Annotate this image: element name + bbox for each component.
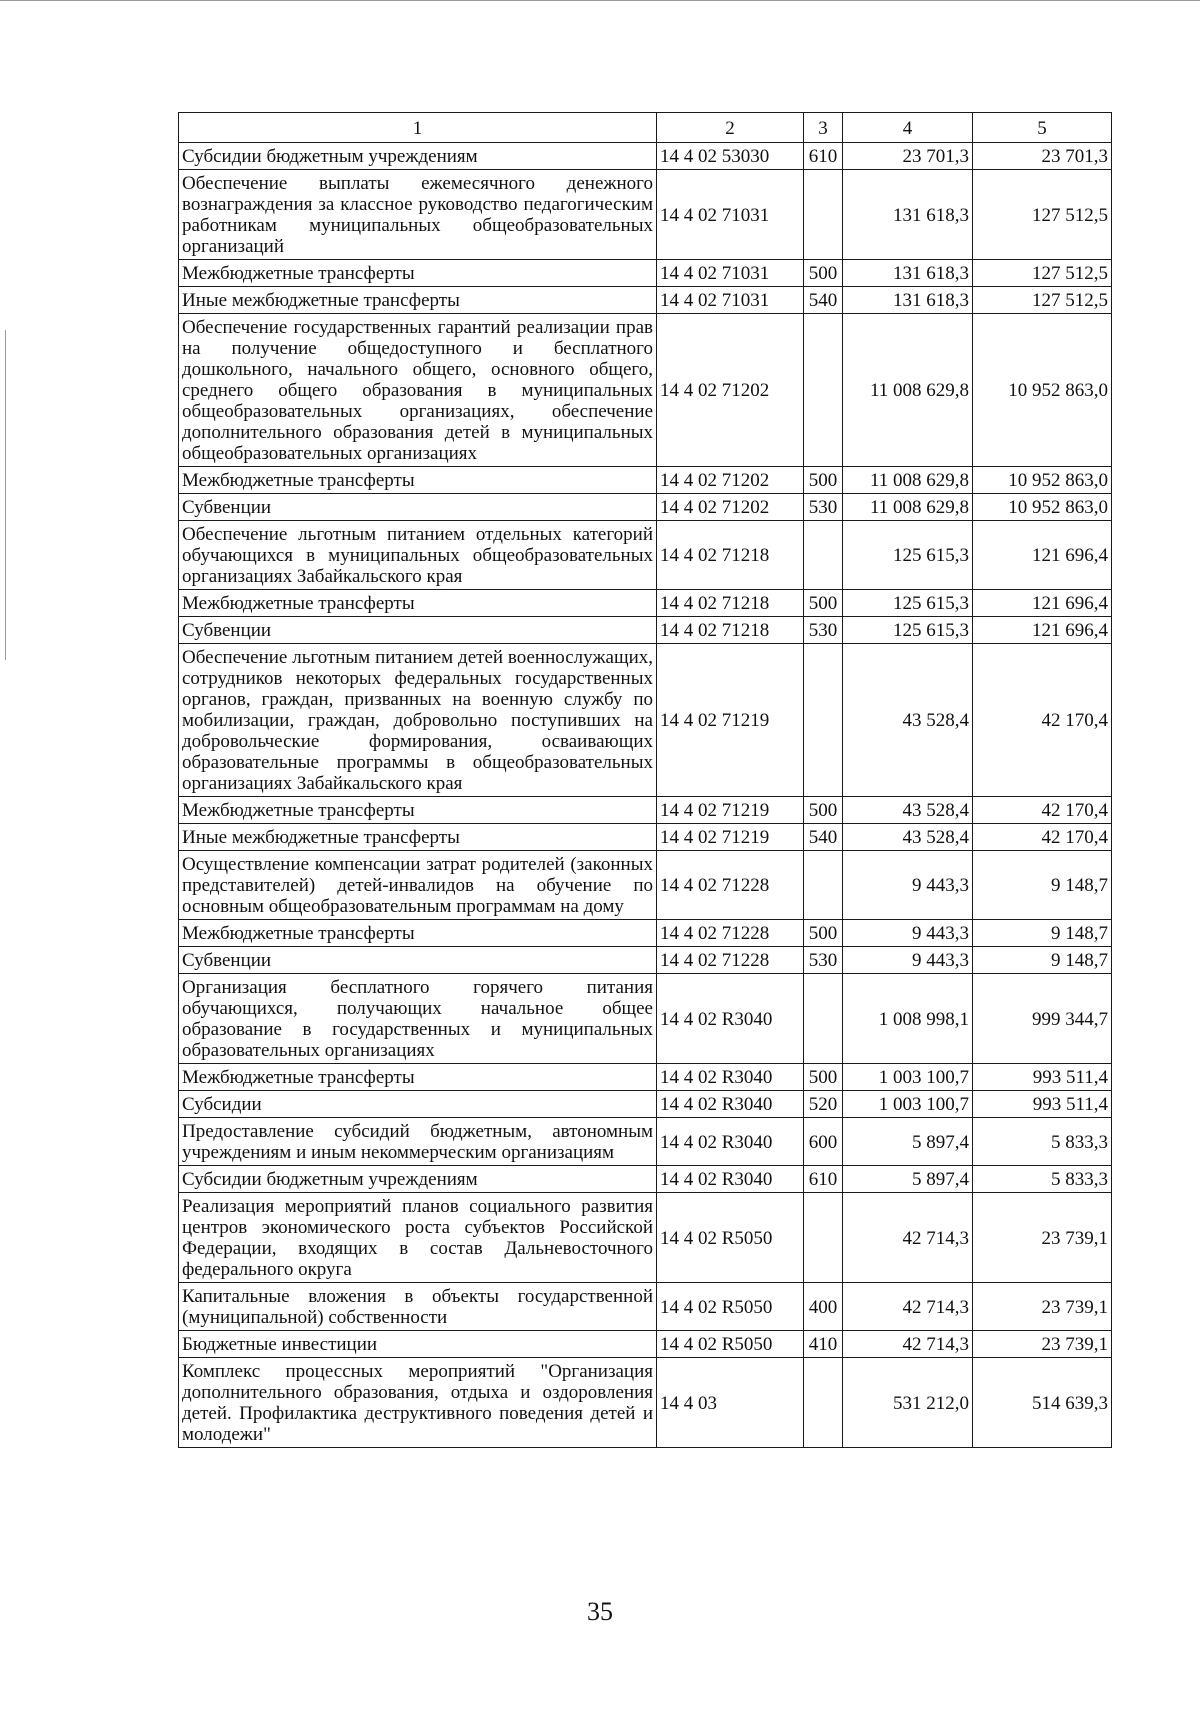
cell-value-2: 121 696,4 (973, 521, 1112, 590)
cell-value-2: 5 833,3 (973, 1166, 1112, 1193)
cell-code: 14 4 02 R3040 (657, 1064, 804, 1091)
table-row (179, 494, 1112, 521)
header-cell-name: 1 (179, 113, 657, 143)
table-row (179, 287, 1112, 314)
cell-value-1: 1 008 998,1 (843, 974, 973, 1064)
table-row (179, 1331, 1112, 1358)
cell-type: 500 (804, 590, 843, 617)
table-row (179, 974, 1112, 1064)
cell-value-2: 993 511,4 (973, 1091, 1112, 1118)
table-row (179, 824, 1112, 851)
cell-name: Межбюджетные трансферты (179, 260, 657, 287)
cell-code: 14 4 02 71031 (657, 287, 804, 314)
cell-code: 14 4 02 71219 (657, 644, 804, 797)
cell-name: Субсидии бюджетным учреждениям (179, 143, 657, 170)
cell-value-2: 42 170,4 (973, 644, 1112, 797)
table-row (179, 920, 1112, 947)
table-row (179, 1358, 1112, 1448)
page-number: 35 (587, 1597, 613, 1626)
cell-value-2: 10 952 863,0 (973, 467, 1112, 494)
cell-value-2: 121 696,4 (973, 617, 1112, 644)
cell-type: 500 (804, 467, 843, 494)
cell-value-1: 125 615,3 (843, 617, 973, 644)
cell-type (804, 170, 843, 260)
cell-value-2: 127 512,5 (973, 260, 1112, 287)
cell-value-2: 10 952 863,0 (973, 314, 1112, 467)
cell-code: 14 4 02 R3040 (657, 974, 804, 1064)
cell-value-1: 125 615,3 (843, 590, 973, 617)
cell-name: Межбюджетные трансферты (179, 467, 657, 494)
cell-value-1: 11 008 629,8 (843, 467, 973, 494)
cell-value-2: 999 344,7 (973, 974, 1112, 1064)
cell-value-1: 43 528,4 (843, 824, 973, 851)
cell-type (804, 644, 843, 797)
cell-code: 14 4 02 R3040 (657, 1166, 804, 1193)
cell-name: Субвенции (179, 494, 657, 521)
cell-name: Межбюджетные трансферты (179, 797, 657, 824)
cell-value-2: 9 148,7 (973, 920, 1112, 947)
cell-code: 14 4 02 R3040 (657, 1118, 804, 1166)
cell-type: 610 (804, 143, 843, 170)
cell-code: 14 4 02 71219 (657, 797, 804, 824)
cell-code: 14 4 02 53030 (657, 143, 804, 170)
cell-value-2: 10 952 863,0 (973, 494, 1112, 521)
cell-value-2: 23 739,1 (973, 1331, 1112, 1358)
cell-type (804, 314, 843, 467)
table-row (179, 1091, 1112, 1118)
cell-value-2: 514 639,3 (973, 1358, 1112, 1448)
table-row (179, 851, 1112, 920)
cell-value-1: 125 615,3 (843, 521, 973, 590)
cell-name: Субсидии бюджетным учреждениям (179, 1166, 657, 1193)
cell-type: 530 (804, 494, 843, 521)
table-row (179, 947, 1112, 974)
cell-type (804, 974, 843, 1064)
cell-name: Комплекс процессных мероприятий "Организация дополнительного образования, отдыха и оздоровления детей. Профилактика деструктивного поведения детей и молодежи" (179, 1358, 657, 1448)
cell-value-1: 1 003 100,7 (843, 1064, 973, 1091)
table-body (179, 143, 1112, 1448)
cell-name: Субвенции (179, 617, 657, 644)
cell-name: Реализация мероприятий планов социального развития центров экономического роста субъектов Российской Федерации, входящих в состав Дальневосточного федерального округа (179, 1193, 657, 1283)
cell-code: 14 4 02 R5050 (657, 1331, 804, 1358)
cell-type (804, 1358, 843, 1448)
cell-type (804, 851, 843, 920)
cell-value-2: 9 148,7 (973, 851, 1112, 920)
header-cell-type: 3 (804, 113, 843, 143)
cell-type: 500 (804, 260, 843, 287)
cell-value-2: 23 739,1 (973, 1193, 1112, 1283)
cell-value-2: 23 701,3 (973, 143, 1112, 170)
cell-value-1: 131 618,3 (843, 287, 973, 314)
table-header-row (179, 113, 1112, 143)
cell-name: Субвенции (179, 947, 657, 974)
cell-value-1: 43 528,4 (843, 644, 973, 797)
cell-value-2: 127 512,5 (973, 170, 1112, 260)
cell-value-1: 43 528,4 (843, 797, 973, 824)
cell-value-1: 131 618,3 (843, 170, 973, 260)
cell-type: 410 (804, 1331, 843, 1358)
cell-value-1: 5 897,4 (843, 1166, 973, 1193)
cell-name: Обеспечение льготным питанием отдельных категорий обучающихся в муниципальных общеобразовательных организациях Забайкальского края (179, 521, 657, 590)
cell-code: 14 4 02 71228 (657, 920, 804, 947)
cell-name: Осуществление компенсации затрат родителей (законных представителей) детей-инвалидов на обучение по основным общеобразовательным программам на дому (179, 851, 657, 920)
cell-value-1: 5 897,4 (843, 1118, 973, 1166)
cell-name: Капитальные вложения в объекты государственной (муниципальной) собственности (179, 1283, 657, 1331)
cell-type: 540 (804, 824, 843, 851)
budget-table (178, 112, 1112, 1448)
cell-name: Иные межбюджетные трансферты (179, 824, 657, 851)
table-row (179, 467, 1112, 494)
cell-code: 14 4 02 71031 (657, 260, 804, 287)
cell-type: 530 (804, 617, 843, 644)
cell-code: 14 4 02 71219 (657, 824, 804, 851)
table-row (179, 1064, 1112, 1091)
cell-value-2: 993 511,4 (973, 1064, 1112, 1091)
table-row (179, 170, 1112, 260)
cell-name: Организация бесплатного горячего питания обучающихся, получающих начальное общее образование в государственных и муниципальных образовательных организациях (179, 974, 657, 1064)
scan-margin-line (5, 330, 6, 660)
cell-value-1: 131 618,3 (843, 260, 973, 287)
cell-code: 14 4 02 71202 (657, 314, 804, 467)
cell-value-2: 42 170,4 (973, 797, 1112, 824)
cell-type: 500 (804, 1064, 843, 1091)
cell-value-1: 42 714,3 (843, 1331, 973, 1358)
cell-name: Обеспечение льготным питанием детей военнослужащих, сотрудников некоторых федеральных государственных органов, граждан, призванных на военную службу по мобилизации, граждан, добровольно поступивших на добровольческие формирования, осваивающих образовательные программы в общеобразовательных организациях Забайкальского края (179, 644, 657, 797)
cell-name: Обеспечение выплаты ежемесячного денежного вознаграждения за классное руководство педагогическим работникам муниципальных общеобразовательных организаций (179, 170, 657, 260)
cell-type: 610 (804, 1166, 843, 1193)
cell-value-2: 42 170,4 (973, 824, 1112, 851)
cell-type: 600 (804, 1118, 843, 1166)
table-row (179, 314, 1112, 467)
cell-code: 14 4 02 71031 (657, 170, 804, 260)
table-row (179, 1166, 1112, 1193)
cell-value-1: 531 212,0 (843, 1358, 973, 1448)
cell-name: Межбюджетные трансферты (179, 590, 657, 617)
cell-name: Субсидии (179, 1091, 657, 1118)
header-cell-code: 2 (657, 113, 804, 143)
cell-value-1: 9 443,3 (843, 920, 973, 947)
cell-type (804, 1193, 843, 1283)
cell-value-1: 42 714,3 (843, 1283, 973, 1331)
cell-value-1: 42 714,3 (843, 1193, 973, 1283)
cell-type: 500 (804, 920, 843, 947)
cell-type: 400 (804, 1283, 843, 1331)
table-row (179, 590, 1112, 617)
cell-code: 14 4 02 R3040 (657, 1091, 804, 1118)
cell-type: 500 (804, 797, 843, 824)
cell-name: Обеспечение государственных гарантий реализации прав на получение общедоступного и бесплатного дошкольного, начального общего, основного общего, среднего общего образования в муниципальных общеобразовательных организациях, обеспечение дополнительного образования детей в муниципальных общеобразовательных организациях (179, 314, 657, 467)
cell-type: 530 (804, 947, 843, 974)
cell-code: 14 4 02 R5050 (657, 1193, 804, 1283)
cell-value-1: 11 008 629,8 (843, 494, 973, 521)
table-row (179, 617, 1112, 644)
header-cell-value-2: 5 (973, 113, 1112, 143)
table-row (179, 260, 1112, 287)
table-row (179, 521, 1112, 590)
cell-name: Иные межбюджетные трансферты (179, 287, 657, 314)
cell-value-1: 9 443,3 (843, 947, 973, 974)
table-row (179, 1283, 1112, 1331)
cell-name: Бюджетные инвестиции (179, 1331, 657, 1358)
cell-code: 14 4 03 (657, 1358, 804, 1448)
cell-name: Предоставление субсидий бюджетным, автономным учреждениям и иным некоммерческим организациям (179, 1118, 657, 1166)
cell-code: 14 4 02 71218 (657, 617, 804, 644)
cell-code: 14 4 02 71218 (657, 590, 804, 617)
cell-code: 14 4 02 R5050 (657, 1283, 804, 1331)
cell-code: 14 4 02 71202 (657, 494, 804, 521)
cell-value-1: 1 003 100,7 (843, 1091, 973, 1118)
cell-value-2: 127 512,5 (973, 287, 1112, 314)
cell-name: Межбюджетные трансферты (179, 1064, 657, 1091)
table-row (179, 143, 1112, 170)
cell-value-2: 9 148,7 (973, 947, 1112, 974)
cell-code: 14 4 02 71228 (657, 947, 804, 974)
cell-value-2: 121 696,4 (973, 590, 1112, 617)
cell-type (804, 521, 843, 590)
scan-edge-line (0, 0, 1200, 1)
header-cell-value-1: 4 (843, 113, 973, 143)
table-row (179, 797, 1112, 824)
table-row (179, 644, 1112, 797)
cell-value-1: 9 443,3 (843, 851, 973, 920)
cell-value-2: 5 833,3 (973, 1118, 1112, 1166)
cell-value-1: 23 701,3 (843, 143, 973, 170)
cell-code: 14 4 02 71202 (657, 467, 804, 494)
cell-code: 14 4 02 71218 (657, 521, 804, 590)
table-row (179, 1118, 1112, 1166)
cell-value-1: 11 008 629,8 (843, 314, 973, 467)
cell-type: 540 (804, 287, 843, 314)
cell-type: 520 (804, 1091, 843, 1118)
cell-value-2: 23 739,1 (973, 1283, 1112, 1331)
table-row (179, 1193, 1112, 1283)
cell-code: 14 4 02 71228 (657, 851, 804, 920)
cell-name: Межбюджетные трансферты (179, 920, 657, 947)
